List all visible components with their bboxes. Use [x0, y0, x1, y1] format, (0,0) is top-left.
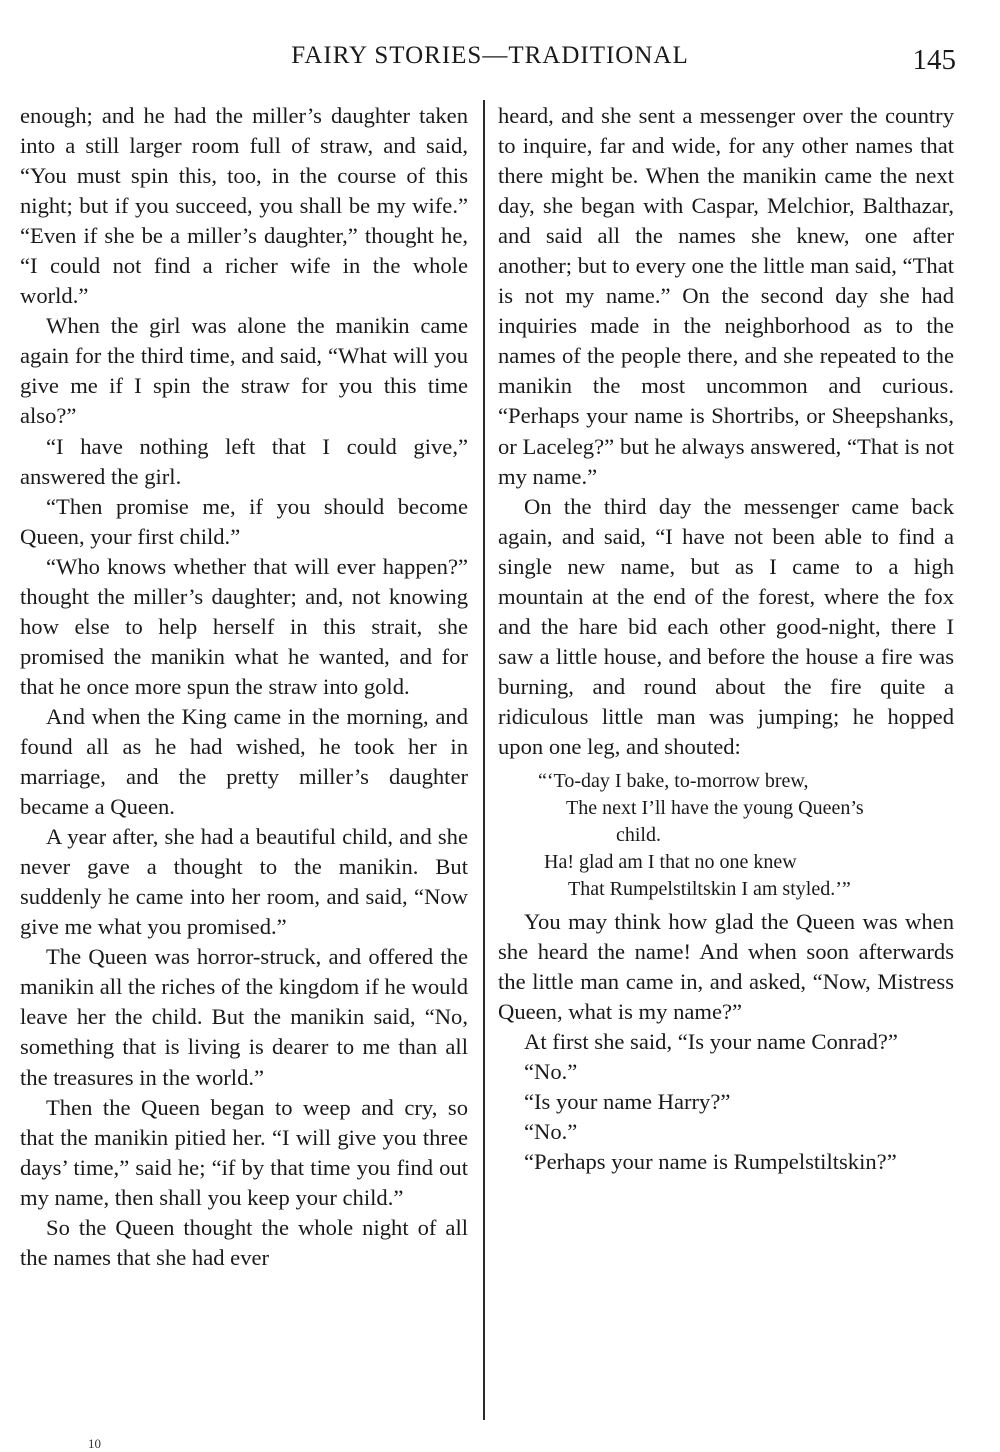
verse-line: “‘To-day I bake, to-morrow brew, [538, 770, 809, 793]
running-title: FAIRY STORIES—TRADITIONAL [291, 42, 689, 69]
paragraph: “Is your name Harry?” [524, 1089, 731, 1115]
right-column [498, 101, 954, 1177]
page-number: 145 [912, 44, 956, 76]
paragraph: enough; and he had the miller’s daughter taken into a still larger room full of straw, and said, “You must spin this, too, in the course of this night; but if you succeed, you shall be my wife.” “Even if she be a miller’s daughter,” thought he, “I could not find a richer wife in the whole world.” [20, 103, 468, 309]
paragraph: Then the Queen began to weep and cry, so that the manikin pitied her. “I will give you three days’ time,” said he; “if by that time you find out my name, then shall you keep your child.” [20, 1094, 468, 1210]
signature-mark: 10 [88, 1436, 101, 1451]
paragraph: “Then promise me, if you should become Queen, your first child.” [20, 493, 468, 549]
left-column [20, 101, 468, 1273]
paragraph: “Perhaps your name is Rumpelstiltskin?” [524, 1149, 897, 1175]
paragraph: “No.” [524, 1119, 578, 1145]
paragraph: heard, and she sent a messenger over the country to inquire, far and wide, for any other names that there might be. When the manikin came the next day, she began with Caspar, Melchior, Balthazar, and said all the names she knew, one after another; but to every one the little man said, “That is not my name.” On the second day she had inquiries made in the neighborhood as to the names of the people there, and she repeated to the manikin the most uncommon and curious. “Perhaps your name is Shortribs, or Sheepshanks, or Laceleg?” but he always answered, “That is not my name.” [498, 103, 954, 489]
verse-block [498, 768, 954, 903]
paragraph: So the Queen thought the whole night of all the names that she had ever [20, 1214, 468, 1270]
paragraph: At first she said, “Is your name Conrad?” [524, 1029, 898, 1055]
paragraph: On the third day the messenger came back again, and said, “I have not been able to find a single new name, but as I came to a high mountain at the end of the forest, where the fox and the hare bid each other good-night, there I saw a little house, and before the house a fire was burning, and round about the fire quite a ridiculous little man was jumping; he hopped upon one leg, and shouted: [498, 493, 954, 759]
paragraph: “No.” [524, 1059, 578, 1085]
paragraph: The Queen was horror-struck, and offered the manikin all the riches of the kingdom if he would leave her the child. But the manikin said, “No, something that is living is dearer to me than all the treasures in the world.” [20, 944, 468, 1090]
page-header [20, 42, 960, 82]
paragraph: “Who knows whether that will ever happen?” thought the miller’s daughter; and, not knowing how else to help herself in this strait, she promised the manikin what he wanted, and for that he once more spun the straw into gold. [20, 553, 468, 699]
verse-line: Ha! glad am I that no one knew [544, 851, 797, 874]
verse-line: That Rumpelstiltskin I am styled.’” [568, 878, 851, 901]
paragraph: You may think how glad the Queen was when she heard the name! And when soon afterwards the little man came in, and asked, “Now, Mistress Queen, what is my name?” [498, 909, 954, 1025]
column-divider [483, 100, 485, 1420]
paragraph: And when the King came in the morning, and found all as he had wished, he took her in marriage, and the pretty miller’s daughter became a Queen. [20, 703, 468, 820]
paragraph: When the girl was alone the manikin came again for the third time, and said, “What will you give me if I spin the straw for you this time also?” [20, 313, 468, 429]
paragraph: “I have nothing left that I could give,” answered the girl. [20, 433, 468, 489]
paragraph: A year after, she had a beautiful child, and she never gave a thought to the manikin. But suddenly he came into her room, and said, “Now give me what you promised.” [20, 824, 468, 940]
verse-line: The next I’ll have the young Queen’s [566, 797, 864, 820]
verse-line: child. [616, 824, 661, 847]
